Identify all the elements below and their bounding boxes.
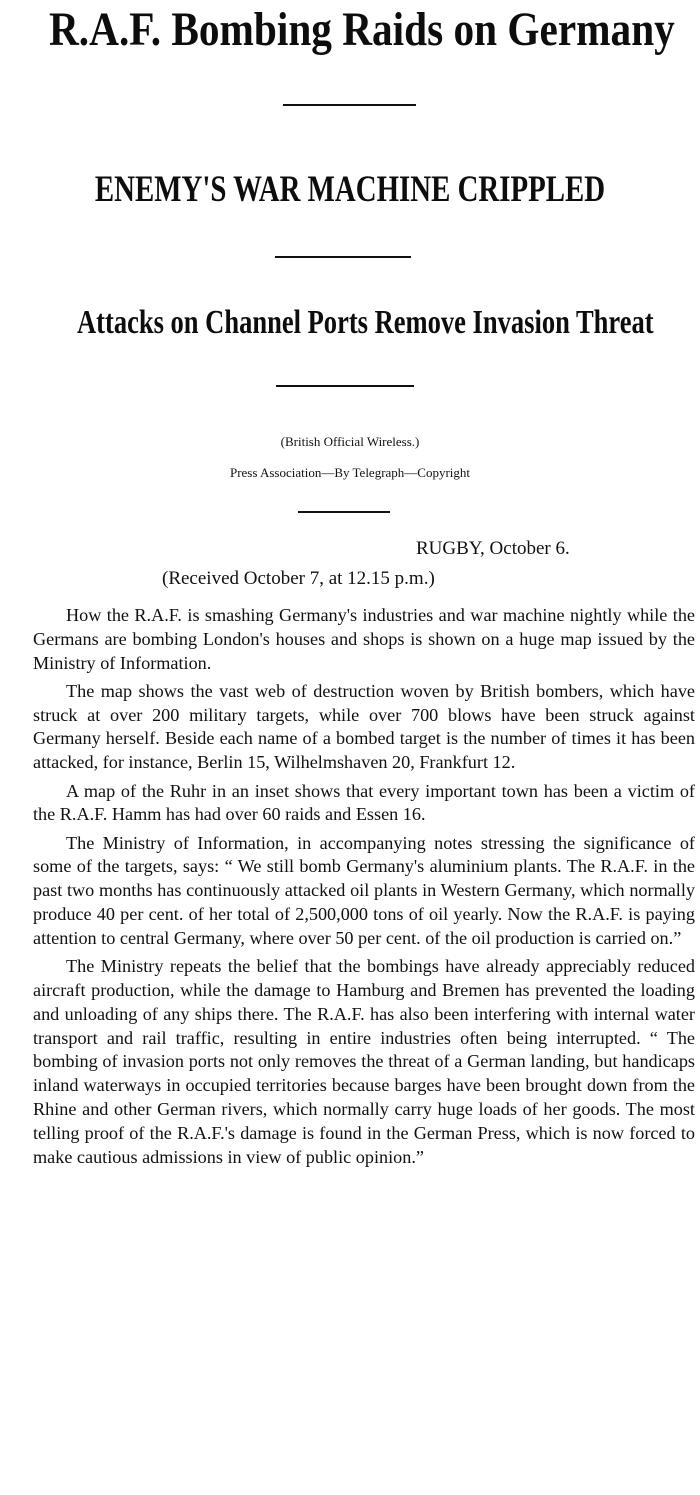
paragraph: The Ministry of Information, in accompanying notes stressing the significance of some of the targets, says: “ We still bomb Germany's aluminium plants. The R.A.F. in the past two months has continuously attacked oil plants in Western Germany, which normally produce 40 per cent. of her total of 2,500,000 tons of oil yearly. Now the R.A.F. is paying attention to central Germany, where over 50 per cent. of the oil production is carried on.” (33, 832, 695, 948)
divider-rule (276, 385, 414, 387)
paragraph: The map shows the vast web of destruction woven by British bombers, which have struck at over 200 military targets, while over 700 blows have been struck against Germany herself. Beside each name of a bombed target is the number of times it has been attacked, for instance, Berlin 15, Wilhelmshaven 20, Frankfurt 12. (33, 680, 695, 773)
paragraph: The Ministry repeats the belief that the bombings have already appreciably reduced aircraft production, while the damage to Hamburg and Bremen has prevented the loading and unloading of any ships there. The R.A.F. has also been interfering with internal water transport and rail traffic, resulting in entire industries often being interrupted. “ The bombing of invasion ports not only removes the threat of a German landing, but handicaps inland waterways in occupied territories because barges have been brought down from the Rhine and other German rivers, which normally carry huge loads of her goods. The most telling proof of the R.A.F.'s damage is found in the German Press, which is now forced to make cautious admissions in view of public opinion.” (33, 956, 695, 1167)
paragraph: How the R.A.F. is smashing Germany's industries and war machine nightly while the Germans are bombing London's houses and shops is shown on a huge map issued by the Ministry of Information. (33, 605, 695, 673)
wire-credit: (British Official Wireless.) (280, 434, 420, 449)
received-line: (Received October 7, at 12.15 p.m.) (162, 568, 435, 589)
article-body (33, 604, 695, 1174)
divider-rule (283, 104, 416, 106)
subheadline: ENEMY'S WAR MACHINE CRIPPLED (94, 169, 606, 210)
headline: R.A.F. Bombing Raids on Germany (49, 3, 675, 56)
deck-headline: Attacks on Channel Ports Remove Invasion Threat (77, 304, 654, 341)
divider-rule (275, 256, 411, 258)
paragraph: A map of the Ruhr in an inset shows that every important town has been a victim of the R.A.F. Hamm has had over 60 raids and Essen 16. (33, 780, 695, 825)
dateline: RUGBY, October 6. (416, 538, 570, 559)
press-credit: Press Association—By Telegraph—Copyright (229, 465, 471, 480)
divider-rule (298, 511, 390, 513)
